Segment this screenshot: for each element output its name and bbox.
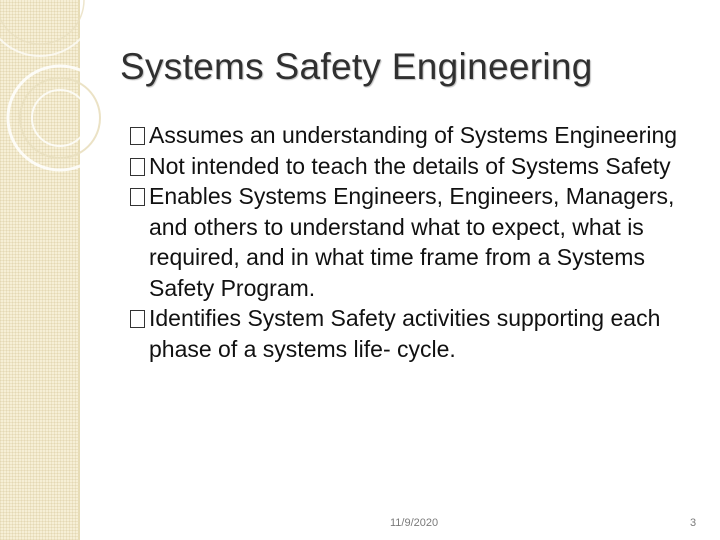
bullet-text: Identifies System Safety activities supporting each phase of a systems life- cycle. [149, 305, 661, 362]
bullet-marker-icon [130, 188, 145, 206]
bullet-marker-icon [130, 310, 145, 328]
page-number: 3 [690, 517, 697, 529]
bullet-marker-icon [130, 127, 145, 145]
bullet-item [130, 303, 690, 364]
bullet-item [130, 151, 690, 182]
bullet-text: Not intended to teach the details of Systems Safety [149, 152, 671, 179]
bullet-list [130, 120, 690, 364]
bullet-item [130, 181, 690, 303]
bullet-text: Enables Systems Engineers, Engineers, Managers, and others to understand what to expect, what is required, and in what time frame from a Systems Safety Program. [149, 183, 675, 301]
bullet-text: Assumes an understanding of Systems Engineering [149, 122, 678, 148]
bullet-marker-icon [130, 158, 145, 176]
bullet-item [130, 120, 690, 151]
slide-title: Systems Safety Engineering [120, 46, 593, 87]
footer-date: 11/9/2020 [390, 517, 439, 529]
